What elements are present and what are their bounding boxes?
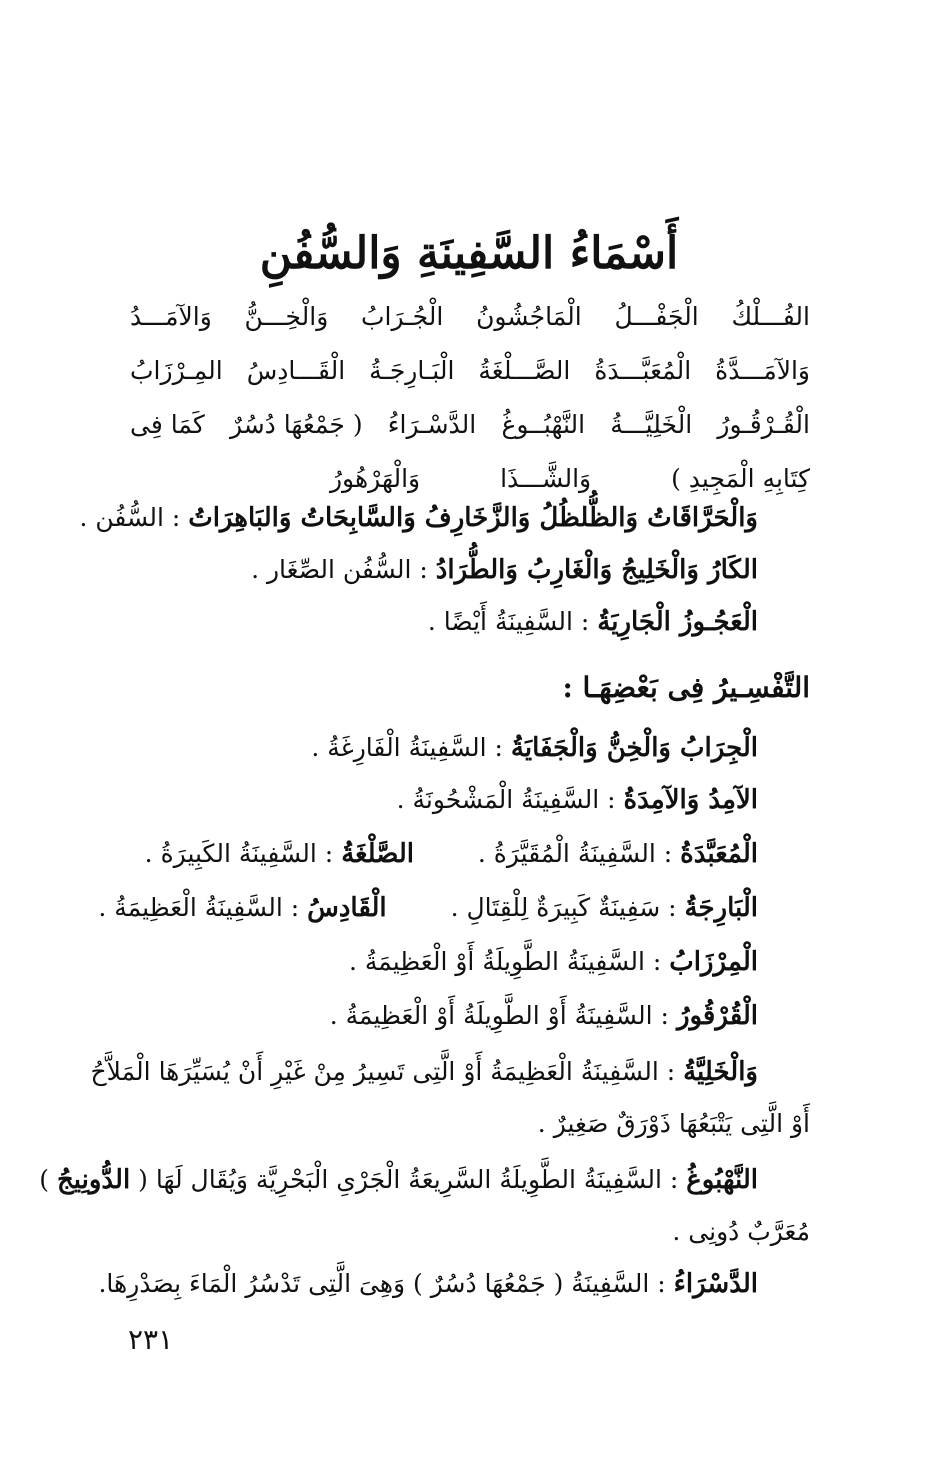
definition-entry <box>330 990 758 1042</box>
definition-entry <box>349 936 758 988</box>
definition-term: الآمِدُ وَالآمِدَةُ <box>623 785 758 815</box>
definition-text: ) <box>39 1165 49 1194</box>
definition-entry <box>397 774 758 826</box>
definition-term: الْقُرْقُورُ <box>676 1001 758 1031</box>
synonym-line <box>79 492 758 544</box>
ship-name: الصَّـــلْغَةُ <box>478 356 571 385</box>
definition-text: : السَّفِينَةُ الْعَظِيمَةُ . <box>98 893 300 922</box>
definition-entry <box>91 1046 758 1098</box>
definition-term: الْمِرْزَابُ <box>669 947 758 977</box>
definition-text: : السَّفِينَةُ الطَّوِيلَةُ أَوْ الْعَظِيمَةُ . <box>348 947 662 976</box>
definition-text: : سَفِينَةٌ كَبِيرَةٌ لِلْقِتَالِ . <box>450 893 677 922</box>
ship-name: الْبَـارِجَـةُ <box>369 356 455 385</box>
page-title: أَسْمَاءُ السَّفِينَةِ وَالسُّفُنِ <box>259 228 679 279</box>
ship-name: وَالآمَـــدَّةُ <box>715 356 810 385</box>
synonym-definition: : السُّفُن . <box>79 503 181 532</box>
definition-term: الْمُعَبَّدَةُ <box>680 839 758 869</box>
section-heading: التَّفْسِـيرُ فِى بَعْضِهَـا : <box>562 671 810 704</box>
page-number: ٢٣١ <box>128 1323 174 1356</box>
definition-term: الدَّسْرَاءُ <box>673 1269 758 1299</box>
ship-name: وَالآمَـــدُ <box>130 302 212 331</box>
definition-text: : السَّفِينَةُ الطَّوِيلَةُ السَّرِيعَةُ الْجَرْىِ الْبَحْرِيَّة وَيُقَال لَهَا ( <box>138 1165 679 1194</box>
ship-name: المِـرْزَابُ <box>130 356 223 385</box>
definition-entry <box>39 1154 758 1206</box>
ship-name: الْمَاجُشُونُ <box>476 302 582 331</box>
ship-name: الْخَلِيَّـــةُ <box>610 410 693 439</box>
definition-term: الدُّونِيجُ <box>56 1165 131 1195</box>
ship-name: الْقَـــادِسُ <box>246 356 346 385</box>
synonym-line <box>428 596 758 648</box>
definition-entry <box>145 828 758 880</box>
ship-name: وَالشَّـــذَا <box>500 464 592 493</box>
ship-name: الْجَفْـــلُ <box>614 302 699 331</box>
definition-continuation: مُعَرَّبٌ دُونِى . <box>672 1217 810 1246</box>
synonym-definition: : السُّفُن الصِّغَار . <box>251 555 428 584</box>
ship-name: كِتَابِهِ الْمَجِيدِ ) <box>671 464 810 493</box>
definition-text: : السَّفِينَةُ أَوْ الطَّوِيلَةُ أَوْ الْعَظِيمَةُ . <box>329 1001 669 1030</box>
definition-term: الْقَادِسُ <box>307 893 387 923</box>
ship-name: الفُـــلْكُ <box>731 302 810 331</box>
definition-text: : السَّفِينَةُ الْعَظِيمَةُ أَوْ الَّتِى تَسِيرُ مِنْ غَيْرِ أَنْ يُسَيِّرَهَا الْمَلاَّحُ <box>90 1057 676 1086</box>
ship-name: ( جَمْعُهَا دُسُرٌ <box>229 410 363 439</box>
ship-name: النَّهْبُــوغُ <box>501 410 586 439</box>
definition-text: : السَّفِينَةُ الكَبِيرَةُ . <box>144 839 334 868</box>
synonym-terms: الكَارُ وَالْخَلِيجُ وَالْغَارِبُ وَالطُّرَادُ <box>435 555 758 585</box>
ship-name: الدَّسْـرَاءُ <box>387 410 477 439</box>
definition-text: : السَّفِينَةُ الْمَشْحُونَةُ . <box>396 785 616 814</box>
ship-name: وَالْخِـــنُّ <box>244 302 329 331</box>
ship-name: الْمُعَبَّـــدَةُ <box>594 356 692 385</box>
definition-entry <box>98 882 758 934</box>
definition-entry <box>311 722 758 774</box>
names-row <box>130 344 810 398</box>
synonym-terms: وَالْحَرَّاقَاتُ وَالظُّلظُلُ وَالزَّخَارِفُ وَالسَّابِحَاتُ وَالبَاهِرَاتُ <box>188 503 758 533</box>
definition-entry <box>98 1258 758 1310</box>
definition-term: الْبَارِجَةُ <box>684 893 758 923</box>
synonym-definition: : السَّفِينَةُ أَيْضًا . <box>427 607 590 636</box>
ship-name: وَالْهَرْهُورُ <box>329 464 421 493</box>
names-row <box>130 398 810 452</box>
synonym-terms: الْعَجُـوزُ الْجَارِيَةُ <box>597 607 758 637</box>
definition-term: وَالْخَلِيَّةُ <box>683 1057 758 1087</box>
definition-text: : السَّفِينَةُ الْمُقَيَّرَةُ . <box>477 839 673 868</box>
definition-term: الصَّلْغَةُ <box>341 839 414 869</box>
ship-name: الْقُـرْقُـورُ <box>717 410 810 439</box>
synonym-line <box>251 544 758 596</box>
definition-text: : السَّفِينَةُ ( جَمْعُهَا دُسُرٌ ) وَهِىَ الَّتِى تَدْسُرُ الْمَاءَ بِصَدْرِهَا. <box>98 1269 666 1298</box>
definition-text: : السَّفِينَةُ الْفَارِغَةُ . <box>311 733 503 762</box>
definition-term: الْجِرَابُ وَالْخِنُّ وَالْجَفَايَةُ <box>510 733 758 763</box>
definition-term: النَّهْبُوغُ <box>686 1165 758 1195</box>
ship-name: كَمَا فِى <box>130 410 205 439</box>
ship-names-list <box>130 290 810 506</box>
ship-name: الْجُـرَابُ <box>361 302 444 331</box>
definition-continuation: أَوْ الَّتِى يَتْبَعُهَا ذَوْرَقٌ صَغِيرٌ . <box>537 1109 810 1138</box>
names-row <box>130 290 810 344</box>
